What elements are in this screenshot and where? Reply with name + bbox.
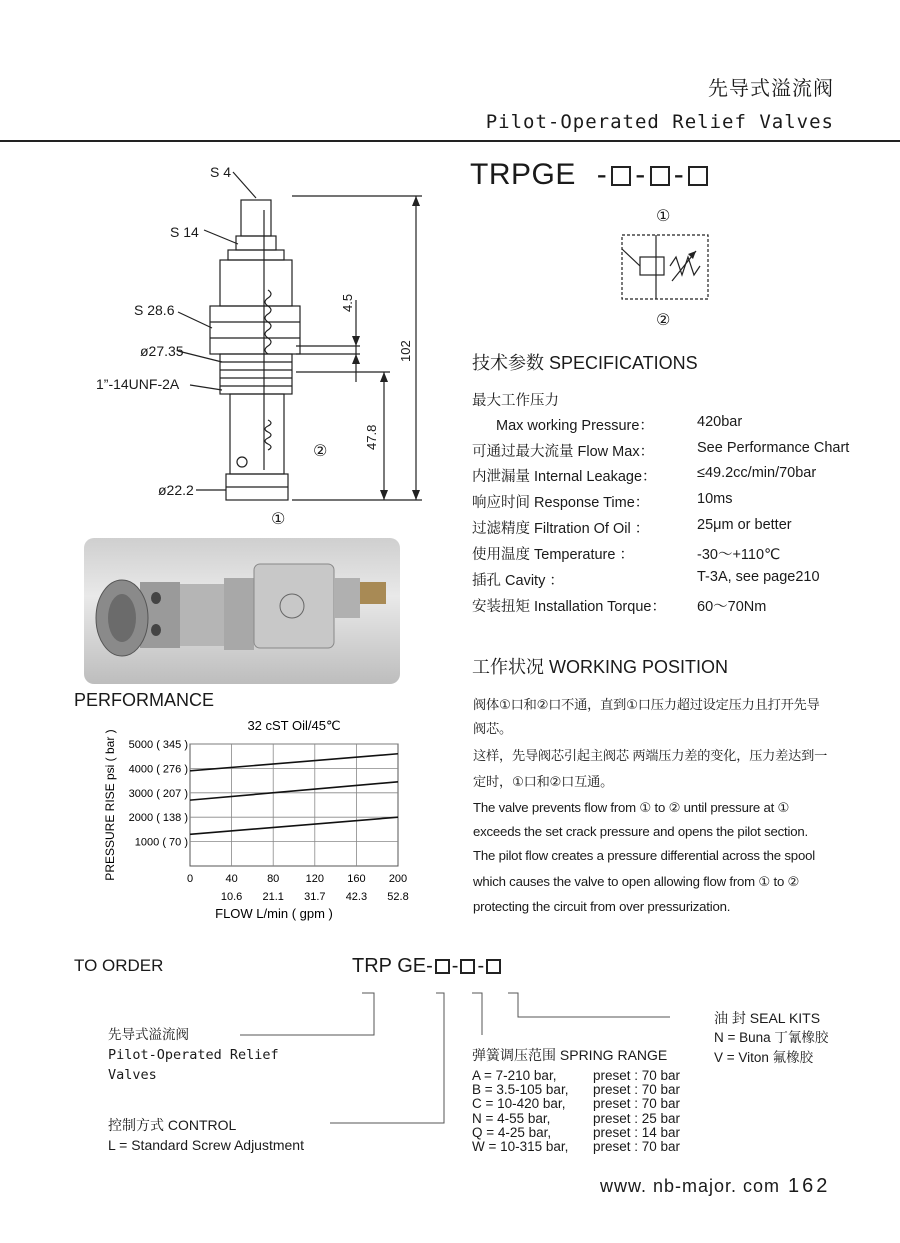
model-sep: - xyxy=(596,158,608,191)
spec-value: See Performance Chart xyxy=(697,440,850,456)
order-code xyxy=(352,955,503,978)
seal-kit-item: N = Buna 丁氰橡胶 xyxy=(714,1030,829,1045)
spring-preset-item: preset : 14 bar xyxy=(593,1124,681,1140)
header-divider xyxy=(0,140,900,142)
spec-label: 使用温度 Temperature ： xyxy=(472,547,634,563)
spec-label: 内泄漏量 Internal Leakage： xyxy=(472,469,657,485)
model-sep: - xyxy=(451,955,459,977)
chart-x-tick-label: 160 xyxy=(347,873,366,885)
symbol-port-2: ② xyxy=(656,312,671,329)
chart-y-axis-label: PRESSURE RISE psi ( bar ) xyxy=(103,729,117,881)
chart-y-tick-label: 1000 ( 70 ) xyxy=(134,836,188,849)
spec-value: 25μm or better xyxy=(697,517,792,533)
chart-y-tick-label: 3000 ( 207 ) xyxy=(128,787,188,800)
chart-x-tick-label-secondary: 42.3 xyxy=(345,891,368,903)
dim-102: 102 xyxy=(398,340,413,362)
spring-range-item: W = 10-315 bar, xyxy=(472,1139,569,1155)
dim-s4: S 4 xyxy=(210,164,232,180)
header-title-cn: 先导式溢流阀 xyxy=(708,78,834,100)
order-title: TO ORDER xyxy=(74,956,164,975)
chart-y-tick-label: 5000 ( 345 ) xyxy=(128,739,188,751)
spec-value: 60～70Nm xyxy=(697,599,767,615)
working-line: 阀芯。 xyxy=(473,721,512,736)
chart-y-tick-label: 4000 ( 276 ) xyxy=(128,763,188,776)
chart-x-tick-label-secondary: 52.8 xyxy=(387,891,409,903)
spec-value: ≤49.2cc/min/70bar xyxy=(697,465,817,481)
working-line: protecting the circuit from over pressurization. xyxy=(473,899,731,914)
model-sep: - xyxy=(673,158,685,191)
footer xyxy=(600,1175,830,1198)
model-sep: - xyxy=(635,158,646,191)
product-photo xyxy=(84,538,400,684)
performance-chart xyxy=(100,710,430,935)
spec-label: 响应时间 Response Time： xyxy=(472,495,650,511)
working-line: exceeds the set crack pressure and opens the pilot section. xyxy=(473,824,808,839)
spec-label: 过滤精度 Filtration Of Oil ： xyxy=(472,521,650,537)
dim-s286: S 28.6 xyxy=(134,302,175,318)
spec-label: 最大工作压力 xyxy=(472,393,559,409)
dim-thread: 1”-14UNF-2A xyxy=(96,376,180,392)
option-box xyxy=(688,166,708,186)
dim-4-5: 4.5 xyxy=(340,293,355,312)
chart-series-line xyxy=(190,817,398,834)
dim-s14: S 14 xyxy=(170,224,199,240)
model-code-text: TRPGE xyxy=(470,158,576,191)
spring-range-list xyxy=(472,1069,568,1154)
performance-title: PERFORMANCE xyxy=(74,690,215,710)
spring-range-item: B = 3.5-105 bar, xyxy=(472,1082,569,1098)
drawing-port-1: ① xyxy=(271,511,286,528)
working-line: The valve prevents flow from ① to ② until pressure at ① xyxy=(473,800,790,815)
spring-range-item: N = 4-55 bar, xyxy=(472,1110,551,1126)
spring-preset-item: preset : 70 bar xyxy=(593,1082,681,1098)
drawing-port-2: ② xyxy=(313,443,328,460)
order-name-cn: 先导式溢流阀 xyxy=(108,1027,189,1043)
chart-series-line xyxy=(190,782,398,800)
working-line: 这样，先导阀芯引起主阀芯 两端压力差的变化，压力差达到一 xyxy=(473,748,828,763)
page-number: 162 xyxy=(788,1175,831,1197)
spring-preset-list xyxy=(593,1069,680,1154)
order-control-title: 控制方式 CONTROL xyxy=(108,1117,237,1133)
chart-x-tick-label: 200 xyxy=(388,873,408,885)
spring-range-title: 弹簧调压范围 SPRING RANGE xyxy=(472,1047,668,1063)
spring-range-item: A = 7-210 bar, xyxy=(472,1068,557,1083)
spec-value: 10ms xyxy=(697,491,733,507)
working-line: 定时，①口和②口互通。 xyxy=(473,774,614,789)
dim-47-8: 47.8 xyxy=(364,424,379,450)
option-box xyxy=(435,959,450,974)
chart-y-tick-label: 2000 ( 138 ) xyxy=(128,812,188,825)
header-title-en: Pilot-Operated Relief Valves xyxy=(485,111,834,133)
spec-value: 420bar xyxy=(697,414,743,430)
seal-kit-item: V = Viton 氟橡胶 xyxy=(714,1050,814,1065)
order-name-en: Pilot-Operated Relief xyxy=(108,1047,279,1063)
spec-label: 插孔 Cavity ： xyxy=(472,573,564,589)
spec-value: -30～+110℃ xyxy=(697,547,781,563)
working-title: 工作状况 WORKING POSITION xyxy=(472,657,729,677)
model-sep: - xyxy=(477,955,485,977)
valve-photo-illustration xyxy=(84,538,400,684)
seal-kits-title: 油 封 SEAL KITS xyxy=(714,1010,821,1026)
footer-url: www. nb-major. com xyxy=(600,1176,781,1196)
chart-x-tick-label-secondary: 21.1 xyxy=(262,891,284,903)
spring-preset-item: preset : 70 bar xyxy=(593,1139,681,1155)
spring-range-item: Q = 4-25 bar, xyxy=(472,1124,552,1140)
option-box xyxy=(460,959,475,974)
working-line: which causes the valve to open allowing flow from ① to ② xyxy=(473,874,800,889)
specs-title: 技术参数 SPECIFICATIONS xyxy=(472,353,698,373)
spec-label: Max working Pressure： xyxy=(496,418,654,434)
spring-preset-item: preset : 70 bar xyxy=(593,1068,681,1083)
order-control-item: L = Standard Screw Adjustment xyxy=(108,1137,304,1153)
valve-drawing xyxy=(60,150,440,535)
dim-d2735: ø27.35 xyxy=(140,343,184,359)
spring-range-item: C = 10-420 bar, xyxy=(472,1096,566,1112)
working-line: The pilot flow creates a pressure differential across the spool xyxy=(473,848,815,863)
chart-title: 32 cST Oil/45℃ xyxy=(247,718,341,733)
chart-x-tick-label: 0 xyxy=(186,873,194,885)
spec-label: 安装扭矩 Installation Torque： xyxy=(472,599,666,615)
chart-x-tick-label: 40 xyxy=(225,873,238,885)
order-code-text: TRP GE- xyxy=(352,955,433,977)
chart-x-tick-label-secondary: 10.6 xyxy=(220,891,243,903)
spring-preset-item: preset : 25 bar xyxy=(593,1110,681,1126)
spec-value: T-3A, see page210 xyxy=(697,569,820,585)
option-box xyxy=(650,166,670,186)
chart-x-tick-label: 80 xyxy=(267,873,280,885)
option-box xyxy=(611,166,631,186)
working-line: 阀体①口和②口不通，直到①口压力超过设定压力且打开先导 xyxy=(473,697,820,712)
option-box xyxy=(486,959,501,974)
chart-x-tick-label-secondary: 31.7 xyxy=(304,891,326,903)
chart-x-axis-label: FLOW L/min ( gpm ) xyxy=(215,906,333,921)
spring-preset-item: preset : 70 bar xyxy=(593,1096,681,1112)
chart-x-tick-label: 120 xyxy=(305,873,324,885)
model-code xyxy=(470,158,712,192)
symbol-port-1: ① xyxy=(656,208,671,225)
spec-label: 可通过最大流量 Flow Max： xyxy=(472,444,655,460)
order-name-en-2: Valves xyxy=(108,1067,157,1083)
dim-d222: ø22.2 xyxy=(158,482,194,498)
